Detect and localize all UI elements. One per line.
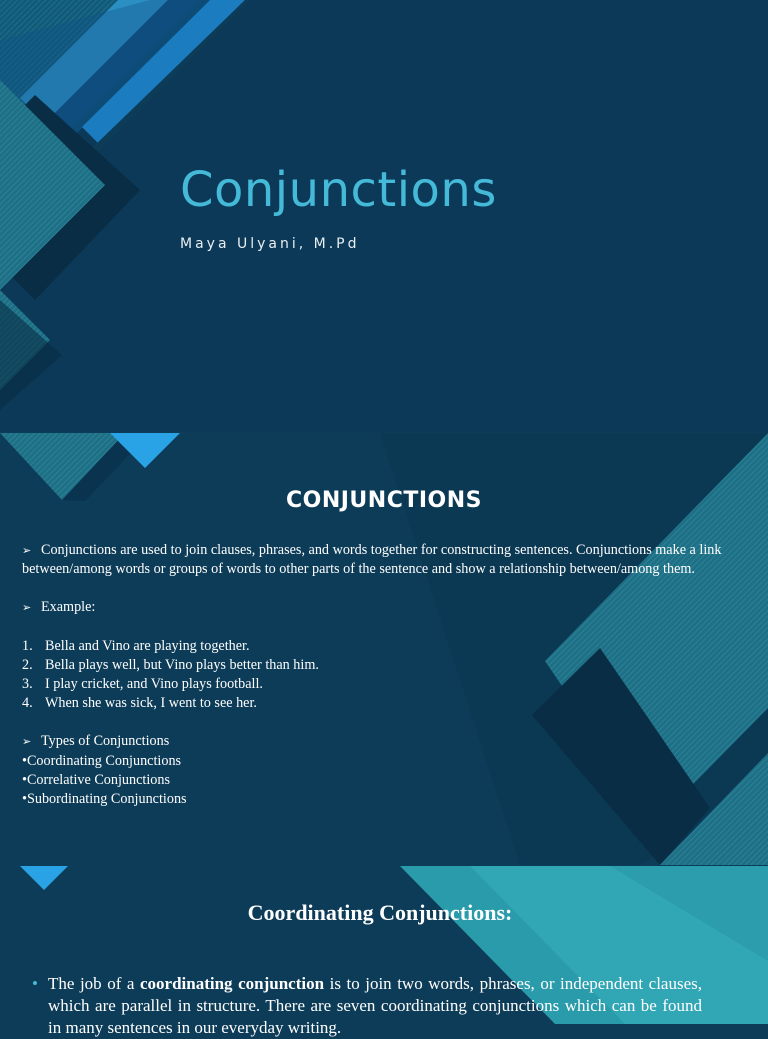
- paragraph-text-end: is to join two words, phrases, or independent clauses, which are parallel in structure. There are seven coordinating conjunctions which can be found in many sentences in our everyday writing.: [48, 974, 702, 1037]
- example-item: [22, 694, 746, 713]
- example-item: [22, 656, 746, 675]
- types-label: [22, 732, 746, 751]
- example-number: 2.: [22, 656, 33, 673]
- arrow-bullet-icon: ➢: [22, 601, 32, 615]
- coordinating-conjunctions-slide: [0, 866, 768, 1037]
- bullet-dot-icon: •: [32, 974, 38, 993]
- title-slide: [0, 0, 768, 432]
- example-item: [22, 675, 746, 694]
- definition-text: Conjunctions are used to join clauses, phrases, and words together for constructing sentences. Conjunctions make a link between/among words or groups of words to other parts of the sentence and show a relationship between/among them.: [22, 542, 722, 578]
- type-item: •Subordinating Conjunctions: [22, 791, 187, 808]
- slide-paragraph: [32, 973, 702, 1039]
- example-text: Bella plays well, but Vino plays better than him.: [45, 656, 319, 673]
- slide-heading: Coordinating Conjunctions:: [247, 900, 513, 925]
- slide-body: [22, 541, 746, 809]
- example-number: 4.: [22, 695, 33, 712]
- example-item: [22, 637, 746, 656]
- example-label-text: Example:: [41, 599, 96, 616]
- example-number: 1.: [22, 637, 33, 654]
- example-text: When she was sick, I went to see her.: [45, 695, 257, 712]
- author-name: Maya Ulyani, M.Pd: [180, 236, 360, 252]
- conjunctions-overview-slide: [0, 433, 768, 865]
- paragraph-text-start: The job of a: [48, 974, 140, 993]
- arrow-bullet-icon: ➢: [22, 735, 32, 749]
- type-item: •Correlative Conjunctions: [22, 771, 170, 788]
- example-text: Bella and Vino are playing together.: [45, 637, 250, 654]
- key-term: coordinating conjunction: [140, 974, 325, 993]
- paragraph-text: [32, 973, 702, 1039]
- type-item: •Coordinating Conjunctions: [22, 752, 182, 769]
- definition-paragraph: [22, 541, 746, 579]
- example-number: 3.: [22, 676, 33, 693]
- slide-heading: CONJUNCTIONS: [285, 488, 483, 513]
- example-text: I play cricket, and Vino plays football.: [45, 676, 263, 693]
- presentation-title: Conjunctions: [180, 162, 497, 218]
- example-label: [22, 598, 746, 617]
- types-label-text: Types of Conjunctions: [41, 733, 170, 750]
- arrow-bullet-icon: ➢: [22, 544, 32, 557]
